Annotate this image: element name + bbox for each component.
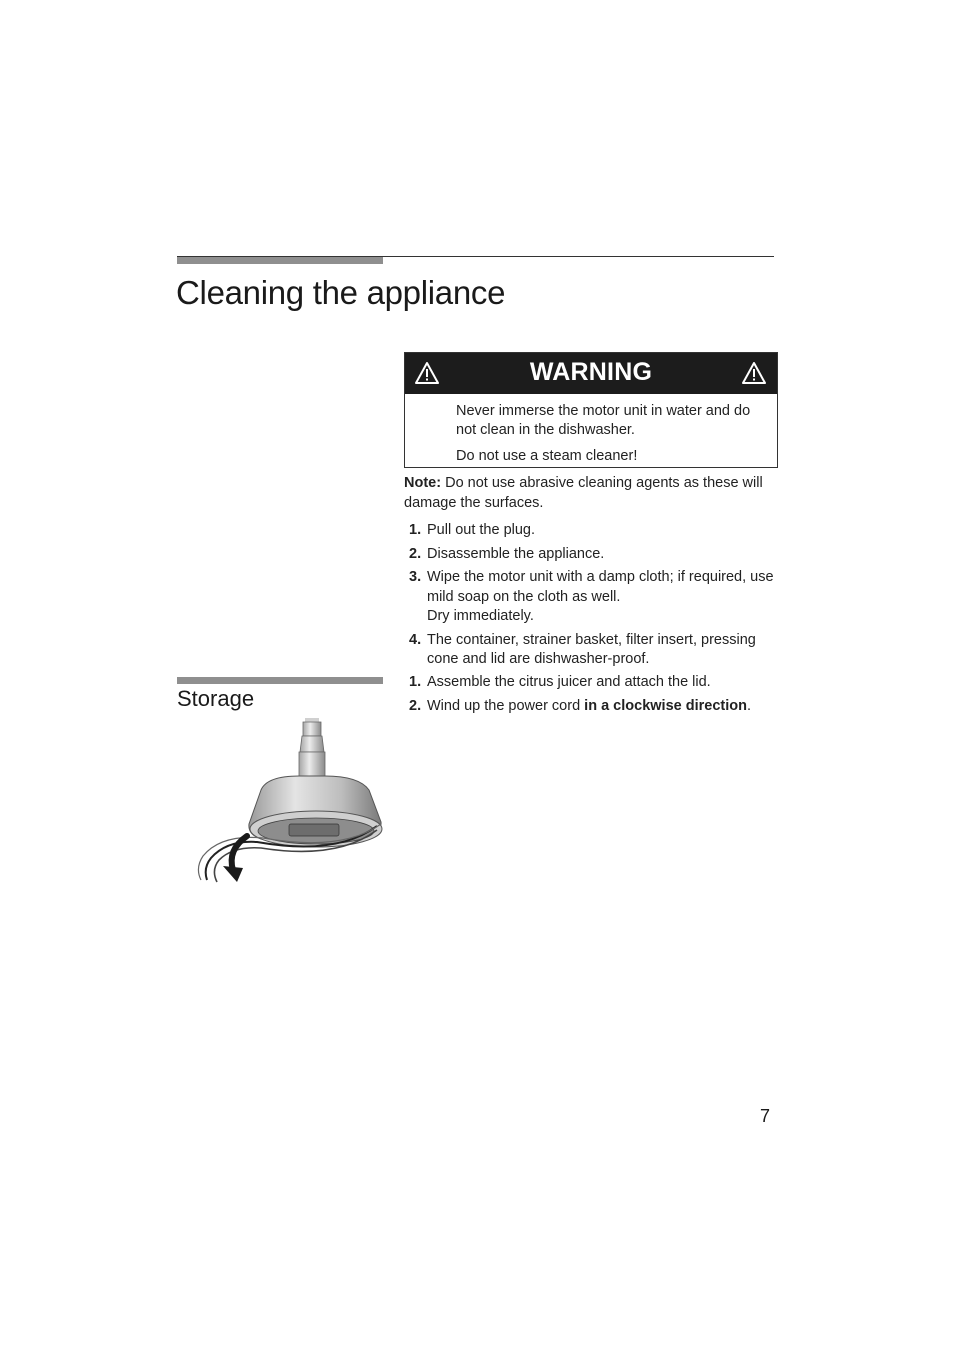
note-label: Note: <box>404 475 442 491</box>
step-emphasis: in a clockwise direction <box>584 697 747 714</box>
warning-text: Do not use a steam cleaner! <box>456 448 638 464</box>
warning-text: Never immerse the motor unit in water and do not clean in the dishwasher. <box>456 403 751 438</box>
step-number: 2. <box>409 697 422 714</box>
list-item <box>404 521 776 541</box>
step-text: Assemble the citrus juicer and attach the lid. <box>427 674 711 690</box>
note-text: Do not use abrasive cleaning agents as these will damage the surfaces. <box>404 475 763 511</box>
step-number: 1. <box>409 674 422 690</box>
warning-triangle-icon <box>741 361 767 385</box>
note <box>404 474 776 513</box>
page-number: 7 <box>760 1106 771 1126</box>
list-item <box>404 631 776 670</box>
list-item <box>404 545 776 565</box>
step-text: Dry immediately. <box>427 608 534 624</box>
list-item <box>404 673 776 693</box>
step-text: The container, strainer basket, filter insert, pressing cone and lid are dishwasher-proof. <box>427 631 756 667</box>
step-number: 2. <box>409 545 422 562</box>
warning-body <box>456 402 766 466</box>
step-number: 4. <box>409 631 422 648</box>
section-rule-accent <box>177 257 383 264</box>
storage-steps <box>404 673 776 720</box>
step-text: Disassemble the appliance. <box>427 545 605 562</box>
step-number: 3. <box>409 569 422 585</box>
storage-heading: Storage <box>177 686 255 711</box>
list-item <box>404 568 776 627</box>
list-item <box>404 697 776 717</box>
step-text: Wind up the power cord <box>427 697 585 714</box>
page-title: Cleaning the appliance <box>176 274 506 311</box>
step-text: Pull out the plug. <box>427 522 536 538</box>
cord-winding-illustration <box>177 718 383 888</box>
step-suffix: . <box>746 697 751 714</box>
warning-header <box>405 353 777 394</box>
step-text: Wipe the motor unit with a damp cloth; if required, use mild soap on the cloth as well. <box>427 569 774 605</box>
step-number: 1. <box>409 522 422 538</box>
warning-title: WARNING <box>529 358 653 386</box>
cleaning-steps <box>404 521 776 674</box>
warning-box <box>404 352 778 468</box>
storage-rule <box>177 677 383 684</box>
